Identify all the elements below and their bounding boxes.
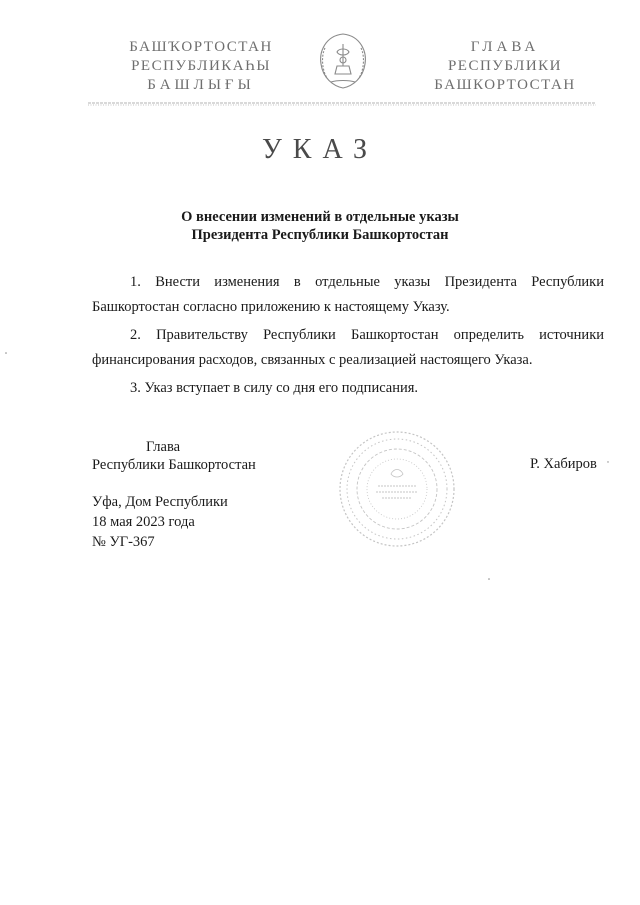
paragraph-2-line-2: финансирования расходов, связанных с реализацией настоящего Указа. xyxy=(92,352,533,368)
paragraph-1-line-2: Башкортостан согласно приложению к настоящему Указу. xyxy=(92,299,450,315)
signatory-name: Р. Хабиров xyxy=(530,456,597,472)
letterhead-right-line-2: РЕСПУБЛИКИ xyxy=(447,58,563,74)
letterhead-left-line-3: БАШЛЫҒЫ xyxy=(147,77,255,93)
letterhead-right-line-3: БАШКОРТОСТАН xyxy=(434,77,576,93)
decree-date: 18 мая 2023 года xyxy=(92,514,195,530)
signatory-title-line-2: Республики Башкортостан xyxy=(92,457,256,473)
decree-number: № УГ-367 xyxy=(92,534,155,550)
letterhead-left-line-1: БАШҠОРТОСТАН xyxy=(129,39,273,55)
letterhead-left-line-2: РЕСПУБЛИКАҺЫ xyxy=(131,58,271,74)
letterhead-right-line-1: ГЛАВА xyxy=(470,39,540,55)
signatory-title-line-1: Глава xyxy=(146,439,181,455)
paragraph-1-line-1: 1. Внести изменения в отдельные указы Президента Республики xyxy=(130,274,604,290)
subject-line-1: О внесении изменений в отдельные указы xyxy=(181,209,459,225)
paragraph-3-line-1: 3. Указ вступает в силу со дня его подписания. xyxy=(130,380,419,396)
paragraph-2-line-1: 2. Правительству Республики Башкортостан определить источники xyxy=(130,327,604,343)
subject-line-2: Президента Республики Башкортостан xyxy=(191,227,449,243)
decree-title: УКАЗ xyxy=(261,134,379,165)
decree-place: Уфа, Дом Республики xyxy=(92,494,228,510)
